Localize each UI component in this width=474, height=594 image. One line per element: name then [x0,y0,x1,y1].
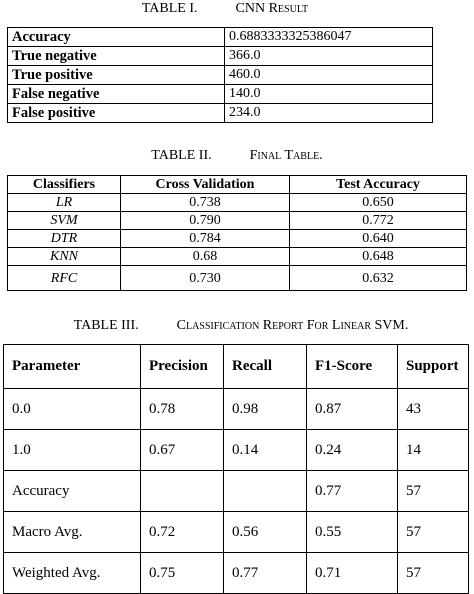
table1-value: 460.0 [225,66,433,85]
table2-cv: 0.790 [121,212,290,230]
table2-cv: 0.738 [121,194,290,212]
table1-key: Accuracy [8,28,225,47]
table-row [8,104,433,123]
table2-test: 0.640 [290,230,467,248]
table2-cv: 0.730 [121,266,290,291]
table1-label: TABLE I. [141,1,198,16]
table1-value: 0.6883333325386047 [225,28,433,47]
table3-precision: 0.78 [141,389,224,430]
table2-classifier: KNN [8,248,121,266]
table-header-row [4,345,469,389]
table2-test: 0.650 [290,194,467,212]
table-row [8,266,467,291]
table-row [4,430,469,471]
table3-caption [4,318,474,334]
table3-f1: 0.55 [307,512,398,553]
table3-header-support: Support [398,345,469,389]
table-row [8,47,433,66]
table3-label: TABLE III. [73,318,139,333]
table2-classifier: RFC [8,266,121,291]
table2-header-test-accuracy: Test Accuracy [290,176,467,194]
table2-header-cross-validation: Cross Validation [121,176,290,194]
table3-parameter: Accuracy [4,471,141,512]
table2-classifier: LR [8,194,121,212]
table-row [8,66,433,85]
table3-f1: 0.87 [307,389,398,430]
table3-support: 57 [398,471,469,512]
table1-caption [0,1,462,17]
table2-title: Final Table. [249,148,323,163]
table-row [4,512,469,553]
table3-support: 57 [398,553,469,594]
table3-f1: 0.24 [307,430,398,471]
table2-label: TABLE II. [151,148,212,163]
table3-header-precision: Precision [141,345,224,389]
table3-title: Classification Report For Linear SVM. [176,318,409,333]
table3-precision: 0.67 [141,430,224,471]
table3-header-f1-score: F1-Score [307,345,398,389]
table3-recall: 0.14 [224,430,307,471]
table1 [7,27,433,123]
table2-test: 0.772 [290,212,467,230]
table1-key: True negative [8,47,225,66]
table3-recall: 0.98 [224,389,307,430]
table3-parameter: Weighted Avg. [4,553,141,594]
table-row [8,28,433,47]
table2 [7,175,467,291]
table3-support: 14 [398,430,469,471]
table-row [4,471,469,512]
table3-header-parameter: Parameter [4,345,141,389]
table3-parameter: Macro Avg. [4,512,141,553]
table3-precision: 0.75 [141,553,224,594]
table3 [3,344,469,594]
table-row [4,553,469,594]
table3-support: 57 [398,512,469,553]
table3-recall: 0.77 [224,553,307,594]
table3-precision: 0.72 [141,512,224,553]
table3-parameter: 0.0 [4,389,141,430]
table2-cv: 0.68 [121,248,290,266]
table3-precision [141,471,224,512]
table1-value: 366.0 [225,47,433,66]
table-row [8,230,467,248]
table3-header-recall: Recall [224,345,307,389]
table3-recall [224,471,307,512]
table3-f1: 0.71 [307,553,398,594]
table-header-row [8,176,467,194]
table1-title: CNN Result [235,1,309,16]
table2-test: 0.632 [290,266,467,291]
table1-key: False negative [8,85,225,104]
table3-support: 43 [398,389,469,430]
table3-f1: 0.77 [307,471,398,512]
table-row [4,389,469,430]
table1-key: False positive [8,104,225,123]
table-row [8,212,467,230]
table1-value: 140.0 [225,85,433,104]
table2-caption [0,148,474,164]
table-row [8,248,467,266]
table-row [8,85,433,104]
table2-test: 0.648 [290,248,467,266]
table3-parameter: 1.0 [4,430,141,471]
table2-cv: 0.784 [121,230,290,248]
table1-value: 234.0 [225,104,433,123]
table1-key: True positive [8,66,225,85]
table2-classifier: SVM [8,212,121,230]
table2-header-classifiers: Classifiers [8,176,121,194]
table2-classifier: DTR [8,230,121,248]
table3-recall: 0.56 [224,512,307,553]
table-row [8,194,467,212]
